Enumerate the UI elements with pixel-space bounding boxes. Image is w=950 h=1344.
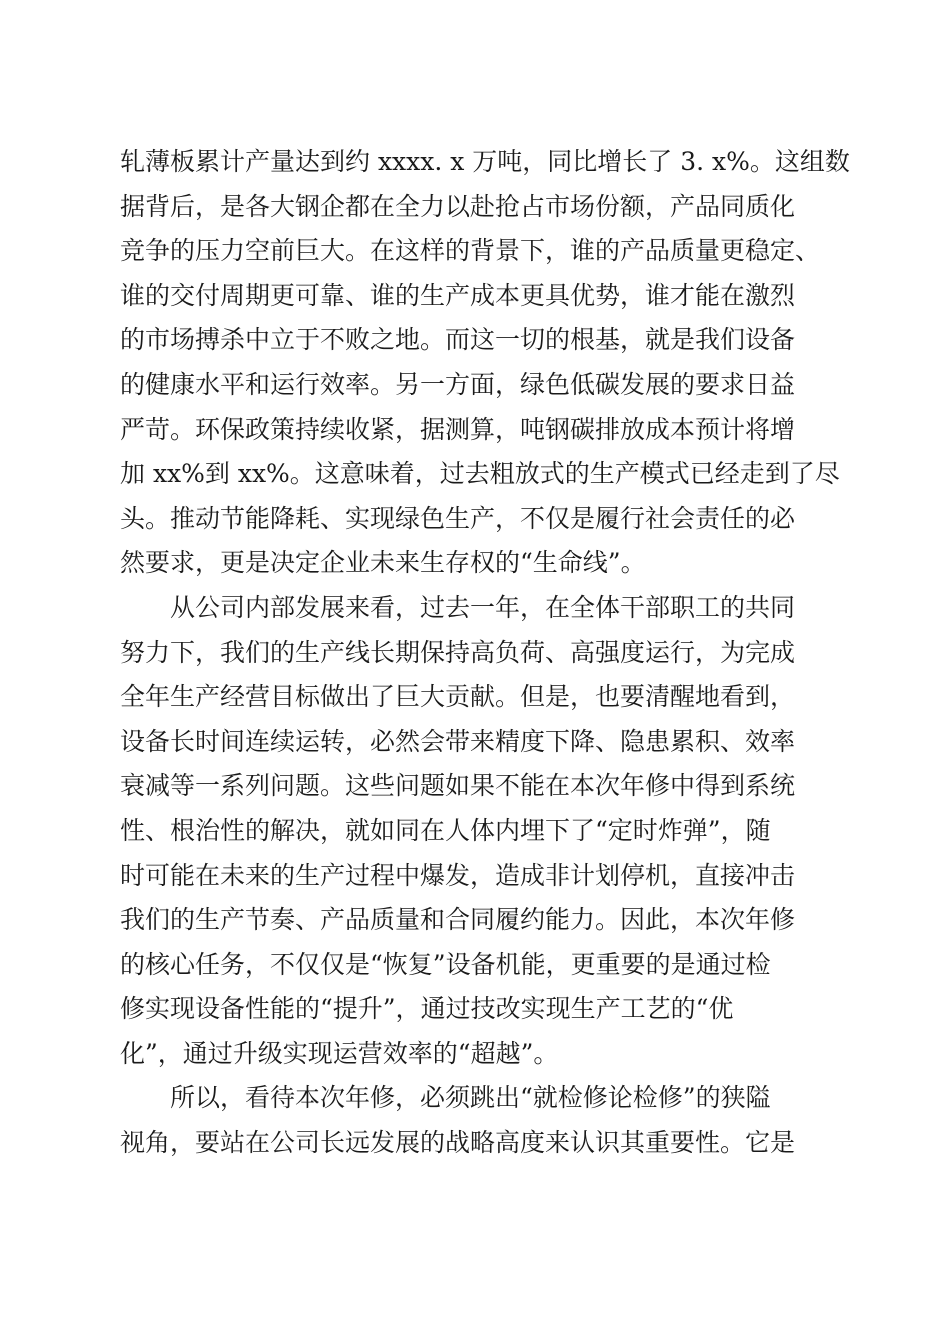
text-line: 从公司内部发展来看，过去一年，在全体干部职工的共同 (120, 592, 796, 622)
text-line: 我们的生产节奏、产品质量和合同履约能力。因此，本次年修 (120, 905, 796, 935)
text-line: 头。推动节能降耗、实现绿色生产，不仅是履行社会责任的必 (120, 503, 796, 533)
text-line: 设备长时间连续运转，必然会带来精度下降、隐患累积、效率 (120, 726, 796, 756)
text-line: 的核心任务，不仅仅是“恢复”设备机能，更重要的是通过检 (120, 949, 771, 979)
text-line: 修实现设备性能的“提升”，通过技改实现生产工艺的“优 (120, 994, 734, 1024)
text-line: 衰减等一系列问题。这些问题如果不能在本次年修中得到系统 (120, 771, 796, 801)
text-line: 谁的交付周期更可靠、谁的生产成本更具优势，谁才能在激烈 (120, 280, 796, 310)
text-line: 视角，要站在公司长远发展的战略高度来认识其重要性。它是 (120, 1128, 796, 1158)
text-line: 努力下，我们的生产线长期保持高负荷、高强度运行，为完成 (120, 637, 796, 667)
text-line: 轧薄板累计产量达到约 xxxx. x 万吨，同比增长了 3. x%。这组数 (120, 147, 850, 176)
text-line: 据背后，是各大钢企都在全力以赴抢占市场份额，产品同质化 (120, 191, 796, 221)
text-line: 严苛。环保政策持续收紧，据测算，吨钢碳排放成本预计将增 (120, 414, 796, 444)
paragraph-1 (120, 140, 850, 586)
text-line: 加 xx%到 xx%。这意味着，过去粗放式的生产模式已经走到了尽 (120, 459, 840, 489)
document-body (120, 140, 850, 1166)
text-line: 性、根治性的解决，就如同在人体内埋下了“定时炸弹”，随 (120, 815, 771, 845)
text-line: 所以，看待本次年修，必须跳出“就检修论检修”的狭隘 (120, 1083, 771, 1113)
text-line: 全年生产经营目标做出了巨大贡献。但是，也要清醒地看到， (120, 682, 796, 712)
text-line: 时可能在未来的生产过程中爆发，造成非计划停机，直接冲击 (120, 860, 796, 890)
text-line: 化”，通过升级实现运营效率的“超越”。 (120, 1038, 559, 1068)
text-line: 竞争的压力空前巨大。在这样的背景下，谁的产品质量更稳定、 (120, 236, 821, 266)
text-line: 然要求，更是决定企业未来生存权的“生命线”。 (120, 548, 646, 578)
paragraph-3 (120, 1076, 840, 1165)
text-line: 的健康水平和运行效率。另一方面，绿色低碳发展的要求日益 (120, 369, 796, 399)
text-line: 的市场搏杀中立于不败之地。而这一切的根基，就是我们设备 (120, 325, 796, 355)
paragraph-2 (120, 586, 840, 1077)
